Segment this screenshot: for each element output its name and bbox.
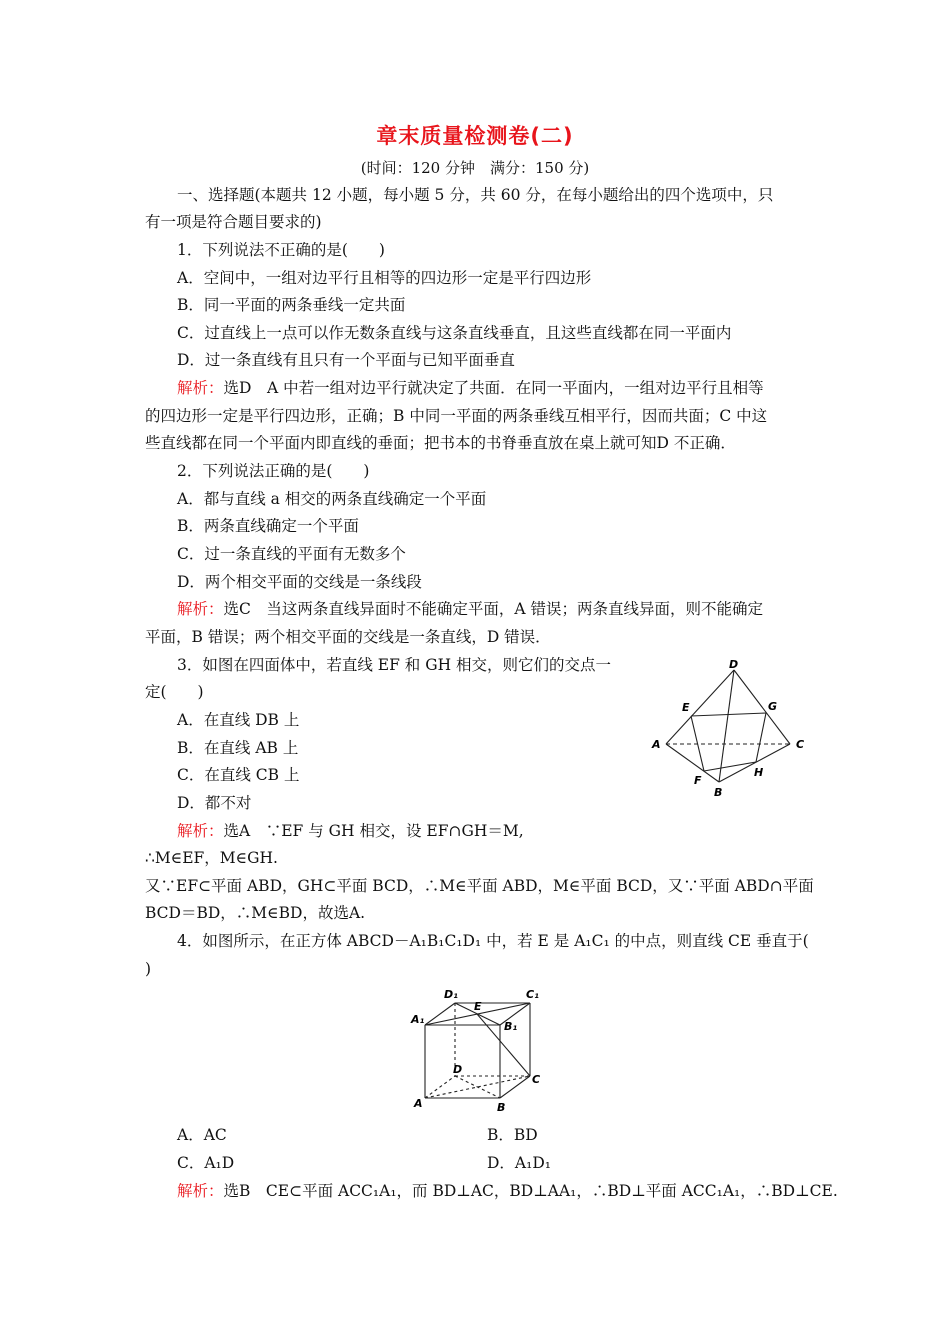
label-g: G [768,700,778,713]
q4-option-c: C．A₁D [177,1154,235,1172]
q3-option-a: A．在直线 DB 上 [177,711,300,729]
q1-analysis-line2: 的四边形一定是平行四边形，正确；B 中同一平面的两条垂线互相平行，因而共面；C 中这 [145,407,768,425]
q3-stem-line1: 3．如图在四面体中，若直线 EF 和 GH 相交，则它们的交点一 [177,656,612,674]
q3-analysis-line1 [177,821,524,841]
label-e: E [682,701,690,714]
q3-option-d: D．都不对 [177,794,252,812]
q2-analysis-label: 解析： [177,600,224,618]
page-title: 章末质量检测卷(二) [376,124,574,148]
q4-stem-line2: ) [145,960,152,978]
tetrahedron-figure [648,658,814,800]
label-h: H [754,766,764,779]
section-intro-line2: 有一项是符合题目要求的) [145,213,322,231]
segment-gh [756,713,766,762]
q3-analysis-line2: ∴M∈EF，M∈GH. [145,849,278,867]
label-a: A [652,738,661,751]
cube-figure [408,985,548,1115]
q1-analysis-line3: 些直线都在同一个平面内即直线的垂面；把书本的书脊垂直放在桌上就可知D 不正确． [145,434,736,452]
q3-analysis-line4: BCD＝BD，∴M∈BD，故选A. [145,904,366,922]
edge-db [719,670,734,782]
q2-analysis-line1 [177,599,763,619]
edge-ad-dashed [425,1076,455,1098]
q1-option-d: D．过一条直线有且只有一个平面与已知平面垂直 [177,351,515,369]
q1-option-c: C．过直线上一点可以作无数条直线与这条直线垂直，且这些直线都在同一平面内 [177,324,732,342]
q4-analysis-line1 [177,1181,838,1201]
diag-bd-dashed [455,1076,500,1098]
q2-option-c: C．过一条直线的平面有无数多个 [177,545,406,563]
page-subtitle: (时间：120 分钟 满分：150 分) [360,159,590,177]
q3-analysis-label: 解析： [177,822,224,840]
label-c: C [532,1073,541,1086]
q2-option-a: A．都与直线 a 相交的两条直线确定一个平面 [177,490,487,508]
q1-analysis-text1: 选D A 中若一组对边平行就决定了共面．在同一平面内，一组对边平行且相等 [223,379,764,397]
q4-analysis-label: 解析： [177,1182,224,1200]
q2-stem: 2．下列说法正确的是( ) [177,462,370,480]
q4-stem-line1: 4．如图所示，在正方体 ABCD－A₁B₁C₁D₁ 中，若 E 是 A₁C₁ 的中点，则直线 CE 垂直于( [177,932,809,950]
q3-option-c: C．在直线 CB 上 [177,766,300,784]
q4-option-a: A．AC [177,1126,227,1144]
q4-option-b: B．BD [487,1126,538,1144]
q3-analysis-text1: 选A ∵EF 与 GH 相交，设 EF∩GH＝M, [223,822,524,840]
label-b: B [714,786,723,799]
q2-analysis-line2: 平面，B 错误；两个相交平面的交线是一条直线，D 错误． [145,628,551,646]
q2-option-b: B．两条直线确定一个平面 [177,517,359,535]
label-a: A [414,1097,423,1110]
label-d1: D₁ [444,988,458,1001]
q4-option-d: D．A₁D₁ [487,1154,551,1172]
label-f: F [694,774,702,787]
q3-analysis-line3: 又∵EF⊂平面 ABD，GH⊂平面 BCD，∴M∈平面 ABD，M∈平面 BCD，又∵平面 ABD∩平面 [145,877,814,895]
label-b: B [497,1101,506,1114]
edge-ab [666,744,719,782]
q1-option-b: B．同一平面的两条垂线一定共面 [177,296,406,314]
edge-da [666,670,734,744]
q4-analysis-text1: 选B CE⊂平面 ACC₁A₁，而 BD⊥AC，BD⊥AA₁，∴BD⊥平面 ACC₁A₁，∴BD⊥CE. [223,1182,838,1200]
q3-option-b: B．在直线 AB 上 [177,739,299,757]
label-e: E [474,1000,482,1013]
label-b1: B₁ [504,1020,518,1033]
label-c: C [796,738,805,751]
q2-option-d: D．两个相交平面的交线是一条线段 [177,573,422,591]
q1-analysis-label: 解析： [177,379,224,397]
label-c1: C₁ [526,988,539,1001]
section-intro-line1: 一、选择题(本题共 12 小题，每小题 5 分，共 60 分，在每小题给出的四个选项中，只 [177,186,774,204]
q1-analysis-line1 [177,378,764,398]
q3-stem-line2: 定( ) [145,683,204,701]
label-d: D [729,658,739,671]
q1-stem: 1．下列说法不正确的是( ) [177,241,385,259]
q1-option-a: A．空间中，一组对边平行且相等的四边形一定是平行四边形 [177,269,592,287]
label-d: D [453,1063,463,1076]
label-a1: A₁ [411,1013,425,1026]
q2-analysis-text1: 选C 当这两条直线异面时不能确定平面，A 错误；两条直线异面，则不能确定 [223,600,763,618]
